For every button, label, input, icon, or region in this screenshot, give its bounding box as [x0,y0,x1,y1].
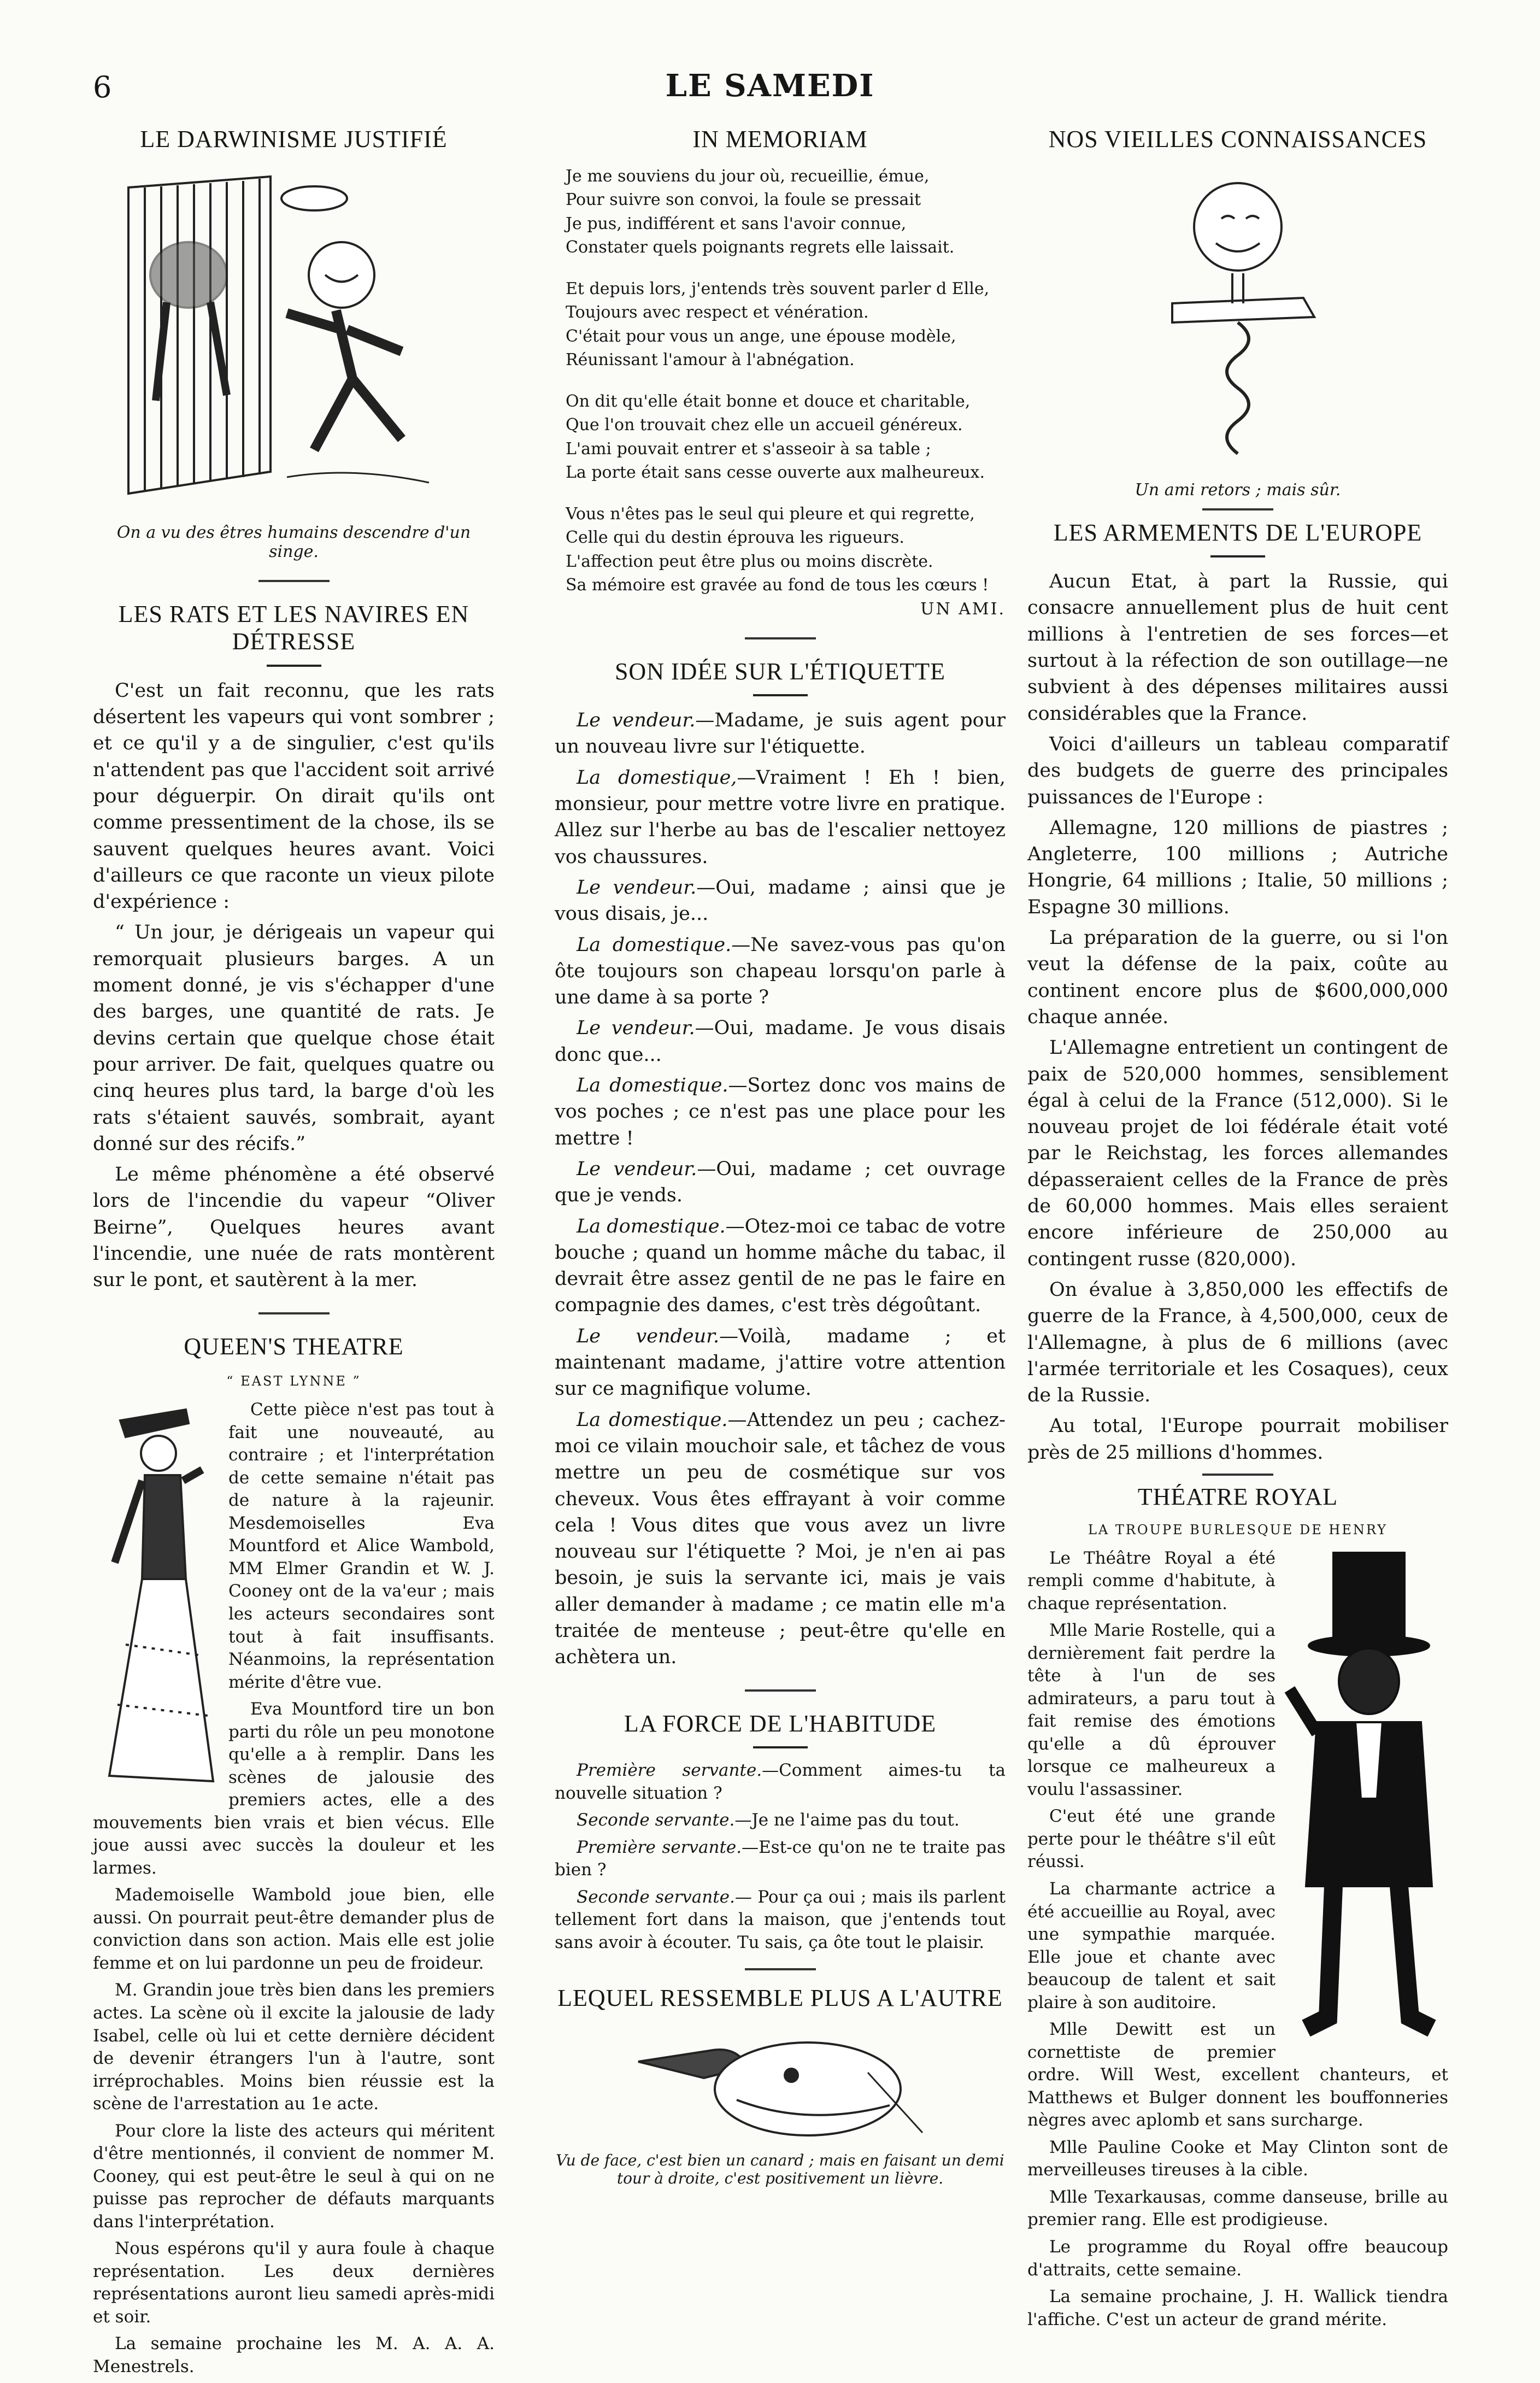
dialogue-line [555,1809,1006,1832]
actress-illustration [93,1399,219,1792]
title-rule [753,1746,808,1748]
tophat-man-illustration [1284,1547,1448,2039]
royal-paragraph: Mlle Pauline Cooke et May Clinton sont de merveilleuses tireuses à la cible. [1027,2137,1448,2180]
armements-paragraph: Allemagne, 120 millions de piastres ; Angleterre, 100 millions ; Autriche Hongrie, 64 millions ; Italie, 50 millions ; Espagne 30 millions. [1027,817,1448,918]
royal-paragraph: La charmante actrice a été accueillie au Royal, avec une sympathie marquée. Elle joue et chante avec beaucoup de talent et sait plaire à son auditoire. [1027,1879,1276,2012]
dialogue-line [555,765,1006,870]
poem-line: L'affection peut être plus ou moins discrète. [566,551,933,571]
poem-signature: UN AMI. [920,599,1006,619]
habitude-dialogue [555,1759,1006,1954]
speaker: La domestique. [577,1215,726,1237]
royal-title: THÉATRE ROYAL [1137,1483,1338,1510]
speech: —Oui, madame ; ainsi que je vous disais, je... [555,876,1006,925]
speech: —Voilà, madame ; et maintenant madame, j'attire votre attention sur ce magnifique volume. [555,1325,1006,1400]
poem-line: C'était pour vous un ange, une épouse modèle, [566,326,956,346]
vieilles-title: NOS VIEILLES CONNAISSANCES [1048,126,1427,152]
armements-paragraph: L'Allemagne entretient un contingent de paix de 520,000 hommes, sensiblement égal à celui de la France (512,000). Si le nouveau projet de loi fédérale était voté par le Reichstag, les forces allemandes dépasseraient celles de la France de près de 60,000 hommes. Mais elles seraient encore inférieure de 250,000 au contingent russe (820,000). [1027,1037,1448,1270]
armements-paragraph: On évalue à 3,850,000 les effectifs de guerre de la France, à 4,500,000, ceux de l'Allemagne, à plus de 6 millions (avec l'armée territoriale et les Cosaques), ceux de la Russie. [1027,1278,1448,1407]
poem-line: Pour suivre son convoi, la foule se pressait [566,190,921,210]
speech: —Sortez donc vos mains de vos poches ; ce n'est pas une place pour les mettre ! [555,1075,1006,1149]
column-middle [555,126,1006,2187]
section-divider [745,1689,816,1692]
dialogue-line [555,1072,1006,1152]
darwin-caption: On a vu des êtres humains descendre d'un singe. [116,523,471,561]
royal-subtitle: LA TROUPE BURLESQUE DE HENRY [1088,1522,1388,1537]
lequel-caption: Vu de face, c'est bien un canard ; mais en faisant un demi tour à droite, c'est positivement un lièvre. [556,2151,1004,2188]
speech: —Je ne l'aime pas du tout. [734,1810,960,1830]
dialogue-line [555,1759,1006,1805]
speaker: La domestique. [577,1075,728,1097]
royal-paragraph: C'eut été une grande perte pour le théâtre s'il eût réussi. [1027,1806,1276,1872]
speaker: Le vendeur. [577,1325,720,1347]
queens-paragraph: Pour clore la liste des acteurs qui méritent d'être mentionnés, il convient de nommer M. Cooney, qui est peut-être le seul à qui on ne puisse pas reprocher de défauts marquants dans l'interprétation. [93,2121,495,2232]
lequel-title: LEQUEL RESSEMBLE PLUS A L'AUTRE [557,1985,1003,2012]
armements-paragraph: Au total, l'Europe pourrait mobiliser près de 25 millions d'hommes. [1027,1415,1448,1464]
poem-stanza [566,165,1006,260]
poem-line: La porte était sans cesse ouverte aux malheureux. [566,463,985,483]
royal-paragraph: Mlle Dewitt est un cornettiste de premier ordre. Will West, excellent chanteurs, et Matthews et Bulger donnent les bouffonneries nègres avec aplomb et sans surcharge. [1027,2020,1448,2130]
speech: —Ne savez-vous pas qu'on ôte toujours son chapeau lorsqu'on parle à une dame à sa porte ? [555,934,1006,1009]
speaker: Le vendeur. [577,1158,697,1180]
armements-paragraph: Aucun Etat, à part la Russie, qui consacre annuellement plus de huit cent millions à l'entretien de ses forces—et surtout à la réfection de son outillage—ne subvient à des dépenses militaires aussi considérables que la France. [1027,571,1448,725]
dialogue-line [555,1886,1006,1954]
title-rule [753,694,808,696]
rats-paragraph: C'est un fait reconnu, que les rats désertent les vapeurs qui vont sombrer ; et ce qu'il y a de singulier, c'est qu'ils n'attendent pas que l'accident soit arrivé pour déguerpir. On dirait qu'ils ont comme pressentiment de la chose, ils se sauvent quelques heures avant. Voici d'ailleurs ce que raconte un vieux pilote d'expérience : [93,679,495,913]
queens-paragraph: Cette pièce n'est pas tout à fait une nouveauté, au contraire ; et l'interprétation de cette semaine n'était pas de nature à la rajeunir. Mesdemoiselles Eva Mountford et Alice Wambold, MM Elmer Grandin et W. J. Cooney ont de la va'eur ; mais les acteurs secondaires sont tout à fait insuffisants. Néanmoins, la représentation mérite d'être vue. [228,1400,495,1692]
queens-title: QUEEN'S THEATRE [184,1333,404,1360]
poem-stanza [566,277,1006,372]
poem-stanza [566,390,1006,485]
rats-paragraph: “ Un jour, je dérigeais un vapeur qui remorquait plusieurs barges. A un moment donné, je vis s'échapper d'une des barges, une quantité de rats. Je devins certain que quelque chose était pour arriver. De fait, quelques quatre ou cinq heures plus tard, la barge d'où les rats s'étaient sauvés, sombrait, ayant donné sur des récifs.” [93,921,495,1155]
newspaper-title: LE SAMEDI [665,68,875,104]
speaker: Le vendeur. [577,876,697,899]
poem-line: Et depuis lors, j'entends très souvent parler d Elle, [566,279,990,298]
queens-paragraph: Mademoiselle Wambold joue bien, elle aussi. On pourrait peut-être demander plus de conviction dans son action. Mais elle est jolie femme et on lui pardonne un peu de froideur. [93,1885,495,1973]
section-divider [745,1968,816,1970]
dialogue-line [555,1407,1006,1671]
dialogue-line [555,1156,1006,1209]
poem-line: Toujours avec respect et vénération. [566,303,869,322]
memoriam-poem [566,165,1006,619]
speech: —Madame, je suis agent pour un nouveau livre sur l'étiquette. [555,709,1006,758]
speaker: La domestique, [577,766,737,789]
queens-paragraph: M. Grandin joue très bien dans les premiers actes. La scène où il excite la jalousie de lady Isabel, celle où lui et cette dernière décident de devenir étrangers l'un à l'autre, sont irréprochables. Moins bien réussie est la scène de l'arrestation au 1e acte. [93,1980,495,2114]
title-rule [267,665,321,667]
dialogue-line [555,932,1006,1011]
darwin-title: LE DARWINISME JUSTIFIÉ [140,126,448,152]
habitude-title: LA FORCE DE L'HABITUDE [624,1710,937,1737]
armements-paragraph: La préparation de la guerre, ou si l'on veut la défense de la paix, coûte au continent encore plus de $600,000,000 chaque année. [1027,927,1448,1028]
page-header [0,0,1540,126]
poem-line: Sa mémoire est gravée au fond de tous les cœurs ! [566,576,989,595]
speaker: La domestique. [577,934,732,956]
poem-line: Constater quels poignants regrets elle laissait. [566,238,955,257]
speaker: Première servante. [577,1760,762,1781]
speaker: Le vendeur. [577,1017,695,1040]
column-left [93,126,495,2383]
speech: — Pour ça oui ; mais ils parlent tellement fort dans la maison, que j'entends tout sans avoir à écouter. Tu sais, ça ôte tout le plaisir. [555,1887,1006,1952]
poem-line: Vous n'êtes pas le seul qui pleure et qui regrette, [566,504,975,524]
title-rule [1210,555,1265,557]
queens-paragraph: Nous espérons qu'il y aura foule à chaque représentation. Les deux dernières représentations auront lieu samedi après-midi et soir. [93,2239,495,2327]
section-divider [258,1312,330,1314]
darwin-illustration [107,166,495,515]
dialogue-line [555,1836,1006,1882]
section-divider [745,637,816,639]
royal-paragraph: Mlle Marie Rostelle, qui a dernièrement fait perdre la tête à l'un de ses admirateurs, a paru tout à fait remise des émotions qu'elle a dû éprouver lorsque ce malheureux a voulu l'assassiner. [1027,1621,1276,1799]
queens-subtitle: “ EAST LYNNE ” [226,1374,361,1389]
vieilles-caption: Un ami retors ; mais sûr. [1135,480,1341,500]
etiquette-title: SON IDÉE SUR L'ÉTIQUETTE [614,658,946,685]
royal-paragraph: La semaine prochaine, J. H. Wallick tiendra l'affiche. C'est un acteur de grand mérite. [1027,2287,1448,2329]
royal-paragraph: Mlle Texarkausas, comme danseuse, brille au premier rang. Elle est prodigieuse. [1027,2187,1448,2230]
poem-stanza [566,502,1006,597]
speech: —Attendez un peu ; cachez-moi ce vilain mouchoir sale, et tâchez de vous mettre un peu de cosmétique sur vos cheveux. Vous êtes effrayant à voir comme cela ! Vous dites que vous avez un livre nouveau sur l'étiquette ? Moi, je n'en ai pas besoin, je suis la servante ici, mais je vais aller demander à madame ; ce matin elle m'a traitée de menteuse ; peut-être qu'elle en achètera un. [555,1408,1006,1669]
etiquette-dialogue [555,707,1006,1670]
speech: —Otez-moi ce tabac de votre bouche ; quand un homme mâche du tabac, il devrait être assez gentil de ne pas le faire en compagnie des dames, c'est très dégoûtant. [555,1215,1006,1317]
section-divider [1202,1474,1273,1476]
speech: —Vraiment ! Eh ! bien, monsieur, pour mettre votre livre en pratique. Allez sur l'herbe au bas de l'escalier nettoyez vos chaussures. [555,766,1006,868]
dialogue-line [555,1323,1006,1402]
speech: —Comment aimes-tu ta nouvelle situation ? [555,1760,1006,1803]
queens-paragraph: Eva Mountford tire un bon parti du rôle un peu monotone qu'elle a à remplir. Dans les scènes de jalousie des premiers actes, elle a des mouvements bien vrais et bien vécus. Elle joue aussi avec succès la douleur et les larmes. [93,1699,495,1878]
section-divider [258,580,330,582]
speaker: La domestique. [577,1408,728,1431]
section-divider [1202,508,1273,510]
memoriam-title: IN MEMORIAM [692,126,868,152]
corkscrew-illustration [1139,167,1336,473]
dialogue-line [555,1015,1006,1068]
speaker: Le vendeur. [577,709,696,732]
queens-paragraph: La semaine prochaine les M. A. A. A. Menestrels. [93,2334,495,2376]
speech: —Oui, madame. Je vous disais donc que... [555,1017,1006,1066]
royal-paragraph: Le Théâtre Royal a été rempli comme d'habitute, à chaque représentation. [1027,1548,1276,1613]
dialogue-line [555,707,1006,760]
royal-paragraph: Le programme du Royal offre beaucoup d'attraits, cette semaine. [1027,2237,1448,2280]
poem-line: Je me souviens du jour où, recueillie, émue, [566,166,930,186]
rats-title: LES RATS ET LES NAVIRES EN DÉTRESSE [118,600,469,655]
poem-line: L'ami pouvait entrer et s'asseoir à sa table ; [566,439,931,459]
duck-rabbit-illustration [627,2023,933,2144]
poem-line: Réunissant l'amour à l'abnégation. [566,350,855,370]
rats-paragraph: Le même phénomène a été observé lors de l'incendie du vapeur “Oliver Beirne”, Quelques heures avant l'incendie, une nuée de rats montèrent sur le pont, et sautèrent à la mer. [93,1164,495,1292]
poem-line: On dit qu'elle était bonne et douce et charitable, [566,391,971,411]
speaker: Première servante. [577,1837,742,1857]
armements-paragraph: Voici d'ailleurs un tableau comparatif des budgets de guerre des principales puissances de l'Europe : [1027,733,1448,808]
poem-line: Je pus, indifférent et sans l'avoir connue, [566,214,907,233]
speech: —Est-ce qu'on ne te traite pas bien ? [555,1837,1006,1880]
poem-line: Celle qui du destin éprouva les rigueurs. [566,528,904,548]
dialogue-line [555,1213,1006,1319]
column-right [1027,126,1448,2335]
page-number: 6 [93,70,112,104]
armements-title: LES ARMEMENTS DE L'EUROPE [1053,519,1423,546]
dialogue-line [555,874,1006,928]
speech: —Oui, madame ; cet ouvrage que je vends. [555,1158,1006,1207]
speaker: Seconde servante. [577,1810,735,1830]
speaker: Seconde servante. [577,1887,735,1907]
poem-line: Que l'on trouvait chez elle un accueil généreux. [566,415,963,435]
